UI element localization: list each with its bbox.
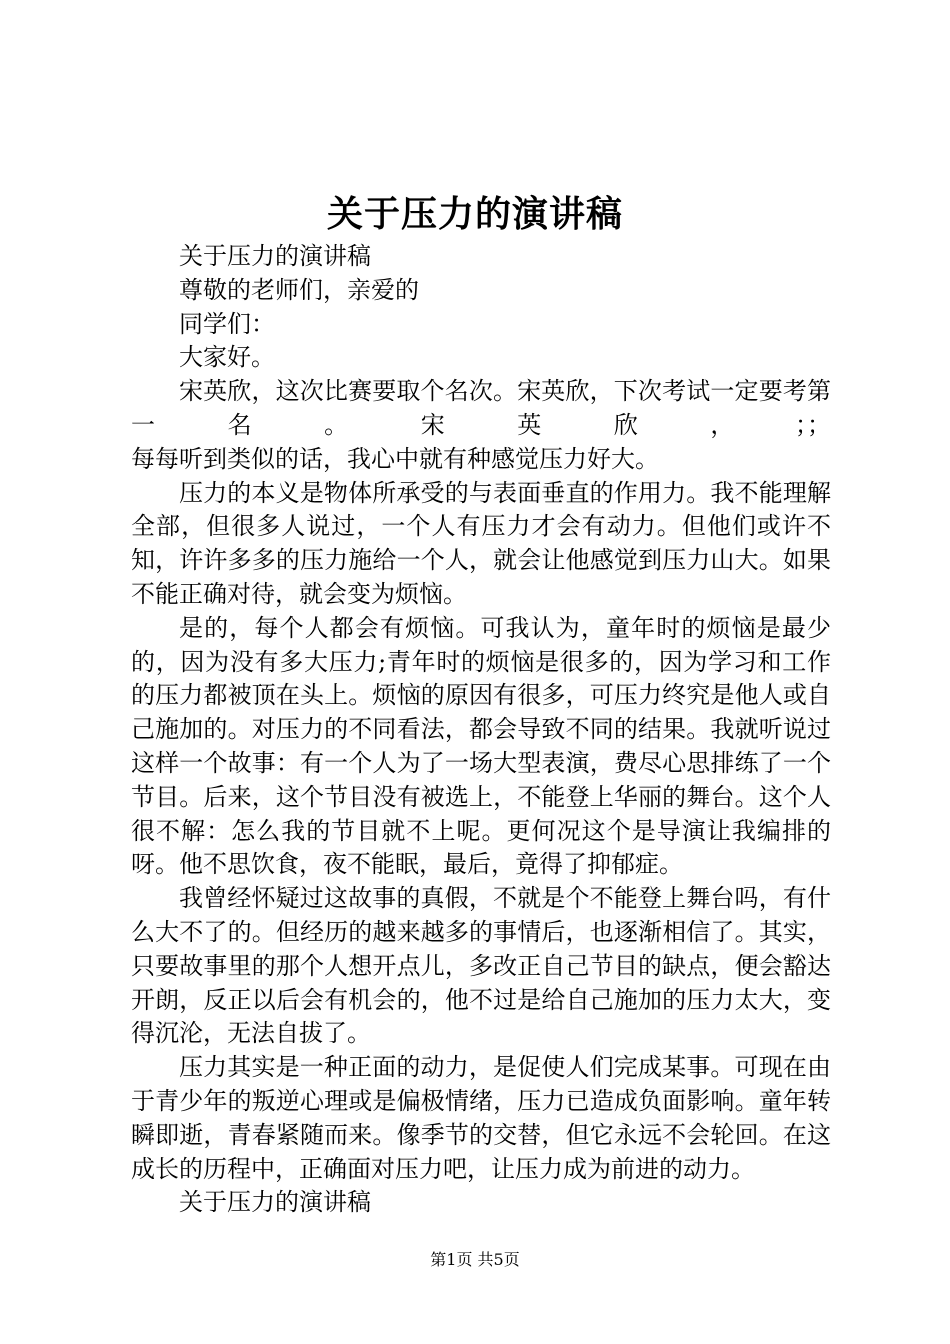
paragraph: 我曾经怀疑过这故事的真假，不就是个不能登上舞台吗，有什么大不了的。但经历的越来越多的事情后，也逐渐相信了。其实，只要故事里的那个人想开点儿，多改正自己节目的缺点，便会豁达开朗，反正以后会有机会的，他不过是给自己施加的压力太大，变得沉沦，无法自拔了。 (131, 884, 831, 1048)
document-title: 关于压力的演讲稿 (326, 193, 623, 235)
semicolon: ； (807, 410, 831, 439)
paragraph: 关于压力的演讲稿 (179, 242, 371, 270)
paragraph: 每每听到类似的话，我心中就有种感觉压力好大。 (131, 444, 659, 473)
document-body (131, 240, 831, 1220)
paragraph: 关于压力的演讲稿 (179, 1188, 371, 1217)
paragraph: 是的，每个人都会有烦恼。可我认为，童年时的烦恼是最少的，因为没有多大压力;青年时的烦恼是很多的，因为学习和工作的压力都被顶在头上。烦恼的原因有很多，可压力终究是他人或自己施加的。对压力的不同看法，都会导致不同的结果。我就听说过这样一个故事：有一个人为了一场大型表演，费尽心思排练了一个节目。后来，这个节目没有被选上，不能登上华丽的舞台。这个人很不解：怎么我的节目就不上呢。更何况这个是导演让我编排的呀。他不思饮食，夜不能眠，最后，竟得了抑郁症。 (131, 613, 831, 879)
paragraph-text: 宋英欣，这次比赛要取个名次。宋英欣，下次考试一定要考第一名。宋英欣， (131, 377, 831, 439)
paragraph: 大家好。 (179, 343, 275, 372)
paragraph: 同学们： (179, 309, 275, 338)
paragraph: 压力其实是一种正面的动力，是促使人们完成某事。可现在由于青少年的叛逆心理或是偏极情绪，压力已造成负面影响。童年转瞬即逝，青春紧随而来。像季节的交替，但它永远不会轮回。在这成长的历程中，正确面对压力吧，让压力成为前进的动力。 (131, 1053, 831, 1183)
page-footer: 第1页 共5页 (430, 1250, 520, 1269)
paragraph: 压力的本义是物体所承受的与表面垂直的作用力。我不能理解全部，但很多人说过，一个人有压力才会有动力。但他们或许不知，许许多多的压力施给一个人，就会让他感觉到压力山大。如果不能正确对待，就会变为烦恼。 (131, 478, 831, 608)
paragraph: 尊敬的老师们，亲爱的 (179, 275, 419, 304)
semicolon: ； (795, 410, 807, 439)
paragraph (131, 375, 831, 443)
